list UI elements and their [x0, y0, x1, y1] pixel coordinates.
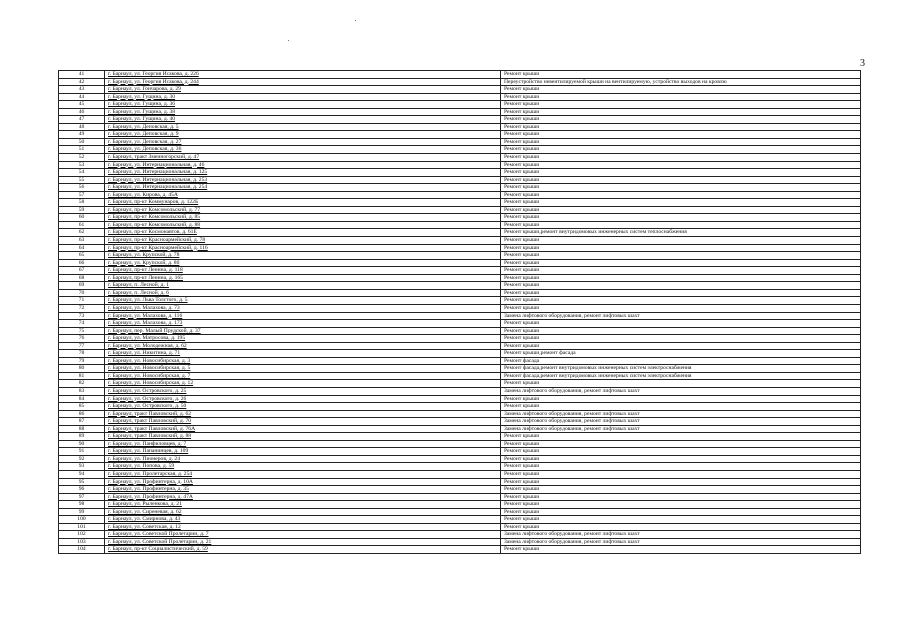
row-number: 44	[59, 93, 105, 101]
table-row	[59, 501, 861, 509]
work-type-cell: Ремонт крыши	[501, 440, 861, 448]
table-row	[59, 176, 861, 184]
address-cell: г. Барнаул, ул. Пролетарская, д. 254	[105, 470, 501, 478]
work-type-cell: Ремонт крыши	[501, 282, 861, 290]
work-type-cell: Замена лифтового оборудования, ремонт лифтовых шахт	[501, 312, 861, 320]
work-type-cell: Замена лифтового оборудования, ремонт лифтовых шахт	[501, 418, 861, 426]
table-row	[59, 523, 861, 531]
address-cell: г. Барнаул, ул. Советской Пролетарии, д. 7	[105, 531, 501, 539]
table-row	[59, 350, 861, 358]
row-number: 86	[59, 410, 105, 418]
table-row	[59, 463, 861, 471]
table-row	[59, 297, 861, 305]
work-type-cell: Ремонт крыши	[501, 304, 861, 312]
work-type-cell: Ремонт крыши	[501, 214, 861, 222]
row-number: 96	[59, 486, 105, 494]
table-row	[59, 206, 861, 214]
work-type-cell: Ремонт крыши	[501, 252, 861, 260]
address-cell: г. Барнаул, пр-кт Комсомольский, д. 85	[105, 214, 501, 222]
work-type-cell: Ремонт крыши	[501, 508, 861, 516]
address-cell: г. Барнаул, ул. Сиреневая, д. 62	[105, 508, 501, 516]
table-row	[59, 478, 861, 486]
row-number: 81	[59, 372, 105, 380]
address-cell: г. Барнаул, ул. Попова, д. 59	[105, 463, 501, 471]
row-number: 88	[59, 425, 105, 433]
table-row	[59, 108, 861, 116]
table-row	[59, 440, 861, 448]
row-number: 103	[59, 538, 105, 546]
row-number: 73	[59, 312, 105, 320]
table-row	[59, 274, 861, 282]
address-cell: г. Барнаул, ул. Пионеров, д. 24	[105, 455, 501, 463]
address-cell: г. Барнаул, ул. Деповская, д. 27	[105, 138, 501, 146]
row-number: 67	[59, 267, 105, 275]
table-row	[59, 184, 861, 192]
row-number: 56	[59, 184, 105, 192]
work-type-cell: Ремонт крыши	[501, 455, 861, 463]
row-number: 62	[59, 229, 105, 237]
table-row	[59, 191, 861, 199]
row-number: 46	[59, 108, 105, 116]
work-type-cell: Ремонт крыши	[501, 335, 861, 343]
table-row	[59, 516, 861, 524]
address-cell: г. Барнаул, пр-кт Коммунаров, д. 122Б	[105, 199, 501, 207]
work-type-cell: Ремонт крыши	[501, 108, 861, 116]
address-cell: г. Барнаул, ул. Островского, д. 50	[105, 403, 501, 411]
address-cell: г. Барнаул, ул. Интернациональная, д. 125	[105, 169, 501, 177]
address-cell: г. Барнаул, ул. Георгия Исакова, д. 244	[105, 78, 501, 86]
row-number: 64	[59, 244, 105, 252]
address-cell: г. Барнаул, ул. Рыленкова, д. 21	[105, 501, 501, 509]
work-type-cell: Ремонт крыши	[501, 297, 861, 305]
work-type-cell: Ремонт крыши	[501, 184, 861, 192]
row-number: 68	[59, 274, 105, 282]
address-cell: г. Барнаул, ул. Льва Толстого, д. 5	[105, 297, 501, 305]
row-number: 93	[59, 463, 105, 471]
row-number: 58	[59, 199, 105, 207]
row-number: 99	[59, 508, 105, 516]
table-row	[59, 372, 861, 380]
row-number: 91	[59, 448, 105, 456]
work-type-cell: Ремонт крыши	[501, 546, 861, 554]
work-type-cell: Ремонт крыши	[501, 176, 861, 184]
address-cell: г. Барнаул, ул. Интернациональная, д. 254	[105, 184, 501, 192]
table-row	[59, 237, 861, 245]
work-type-cell: Ремонт крыши	[501, 116, 861, 124]
table-row	[59, 101, 861, 109]
address-cell: г. Барнаул, тракт Павловский, д. 76А	[105, 425, 501, 433]
table-row	[59, 282, 861, 290]
row-number: 50	[59, 138, 105, 146]
address-cell: г. Барнаул, ул. Гончарова, д. 29	[105, 86, 501, 94]
table-row	[59, 199, 861, 207]
table-row	[59, 448, 861, 456]
row-number: 102	[59, 531, 105, 539]
address-cell: г. Барнаул, ул. Деповская, д. 36	[105, 146, 501, 154]
row-number: 45	[59, 101, 105, 109]
work-type-cell: Ремонт фасада,ремонт внутридомовых инженерных систем электроснабжения	[501, 372, 861, 380]
work-type-cell: Ремонт крыши	[501, 123, 861, 131]
address-cell: г. Барнаул, ул. Профинтерна, д. 35	[105, 486, 501, 494]
address-cell: г. Барнаул, ул. Островского, д. 25	[105, 387, 501, 395]
address-cell: г. Барнаул, тракт Павловский, д. 88	[105, 433, 501, 441]
row-number: 77	[59, 342, 105, 350]
address-cell: г. Барнаул, ул. Никитина, д. 71	[105, 350, 501, 358]
address-cell: г. Барнаул, ул. Малахова, д. 73	[105, 304, 501, 312]
table-row	[59, 395, 861, 403]
table-row	[59, 289, 861, 297]
work-type-cell: Ремонт крыши	[501, 380, 861, 388]
address-cell: г. Барнаул, ул. Малахова, д. 173	[105, 320, 501, 328]
address-cell: г. Барнаул, ул. Гущина, д. 40	[105, 116, 501, 124]
work-type-cell: Ремонт крыши	[501, 154, 861, 162]
row-number: 80	[59, 365, 105, 373]
table-row	[59, 169, 861, 177]
address-cell: г. Барнаул, ул. Молодежная, д. 62	[105, 342, 501, 350]
row-number: 79	[59, 357, 105, 365]
table-row	[59, 214, 861, 222]
table-row	[59, 342, 861, 350]
row-number: 84	[59, 395, 105, 403]
address-cell: г. Барнаул, ул. Советской Пролетарии, д. 21	[105, 538, 501, 546]
work-type-cell: Замена лифтового оборудования, ремонт лифтовых шахт	[501, 425, 861, 433]
work-type-cell: Ремонт крыши	[501, 403, 861, 411]
table-row	[59, 365, 861, 373]
row-number: 97	[59, 493, 105, 501]
address-cell: г. Барнаул, тракт Павловский, д. 70	[105, 418, 501, 426]
table-row	[59, 78, 861, 86]
table-row	[59, 304, 861, 312]
address-cell: г. Барнаул, пр-кт Комсомольский, д. 77	[105, 206, 501, 214]
row-number: 41	[59, 71, 105, 79]
address-cell: г. Барнаул, ул. Кирова, д. 45А	[105, 191, 501, 199]
work-type-cell: Ремонт крыши	[501, 131, 861, 139]
table-row	[59, 538, 861, 546]
address-cell: г. Барнаул, ул. Гущина, д. 30	[105, 93, 501, 101]
table-row	[59, 116, 861, 124]
row-number: 82	[59, 380, 105, 388]
address-cell: г. Барнаул, пр-кт Красноармейский, д. 116	[105, 244, 501, 252]
row-number: 59	[59, 206, 105, 214]
address-cell: г. Барнаул, пр-кт Ленина, д. 165	[105, 274, 501, 282]
row-number: 75	[59, 327, 105, 335]
work-type-cell: Ремонт крыши	[501, 86, 861, 94]
table-row	[59, 161, 861, 169]
table-row	[59, 357, 861, 365]
address-cell: г. Барнаул, пр-кт Космонавтов, д. 61Е	[105, 229, 501, 237]
row-number: 90	[59, 440, 105, 448]
row-number: 78	[59, 350, 105, 358]
row-number: 66	[59, 259, 105, 267]
address-cell: г. Барнаул, пер. Малый Прудской, д. 37	[105, 327, 501, 335]
work-type-cell: Ремонт крыши	[501, 274, 861, 282]
work-type-cell: Ремонт крыши	[501, 146, 861, 154]
address-cell: г. Барнаул, п. Лесной, д. 1	[105, 282, 501, 290]
address-cell: г. Барнаул, ул. Гущина, д. 38	[105, 108, 501, 116]
row-number: 89	[59, 433, 105, 441]
work-type-cell: Замена лифтового оборудования, ремонт лифтовых шахт	[501, 538, 861, 546]
work-type-cell: Ремонт крыши	[501, 161, 861, 169]
table-row	[59, 531, 861, 539]
row-number: 76	[59, 335, 105, 343]
row-number: 85	[59, 403, 105, 411]
address-cell: г. Барнаул, ул. Георгия Исакова, д. 226	[105, 71, 501, 79]
table-row	[59, 508, 861, 516]
row-number: 63	[59, 237, 105, 245]
row-number: 72	[59, 304, 105, 312]
work-type-cell: Ремонт крыши	[501, 327, 861, 335]
work-type-cell: Ремонт крыши	[501, 93, 861, 101]
work-type-cell: Ремонт крыши	[501, 237, 861, 245]
address-cell: г. Барнаул, тракт Павловский, д. 62	[105, 410, 501, 418]
row-number: 57	[59, 191, 105, 199]
work-type-cell: Ремонт крыши	[501, 191, 861, 199]
row-number: 48	[59, 123, 105, 131]
row-number: 101	[59, 523, 105, 531]
table-row	[59, 93, 861, 101]
address-cell: г. Барнаул, ул. Профинтерна, д. 47А	[105, 493, 501, 501]
row-number: 54	[59, 169, 105, 177]
address-cell: г. Барнаул, п. Лесной, д. 6	[105, 289, 501, 297]
works-table-body	[59, 71, 861, 554]
table-row	[59, 425, 861, 433]
work-type-cell: Ремонт крыши	[501, 448, 861, 456]
work-type-cell: Ремонт крыши	[501, 523, 861, 531]
row-number: 100	[59, 516, 105, 524]
address-cell: г. Барнаул, ул. Интернациональная, д. 253	[105, 176, 501, 184]
table-row	[59, 418, 861, 426]
work-type-cell: Ремонт крыши	[501, 501, 861, 509]
row-number: 74	[59, 320, 105, 328]
address-cell: г. Барнаул, ул. Крупской, д. 80	[105, 259, 501, 267]
address-cell: г. Барнаул, пр-кт Социалистический, д. 59	[105, 546, 501, 554]
table-row	[59, 221, 861, 229]
work-type-cell: Ремонт крыши	[501, 433, 861, 441]
address-cell: г. Барнаул, ул. Интернациональная, д. 46	[105, 161, 501, 169]
table-row	[59, 267, 861, 275]
table-row	[59, 493, 861, 501]
work-type-cell: Ремонт крыши	[501, 478, 861, 486]
row-number: 52	[59, 154, 105, 162]
row-number: 87	[59, 418, 105, 426]
table-row	[59, 486, 861, 494]
row-number: 60	[59, 214, 105, 222]
row-number: 47	[59, 116, 105, 124]
row-number: 69	[59, 282, 105, 290]
table-row	[59, 380, 861, 388]
work-type-cell: Ремонт крыши	[501, 267, 861, 275]
address-cell: г. Барнаул, ул. Новосибирская, д. 3	[105, 357, 501, 365]
table-row	[59, 252, 861, 260]
table-row	[59, 335, 861, 343]
row-number: 42	[59, 78, 105, 86]
address-cell: г. Барнаул, ул. Панфиловцев, д. 7	[105, 440, 501, 448]
table-row	[59, 229, 861, 237]
work-type-cell: Ремонт крыши	[501, 486, 861, 494]
row-number: 83	[59, 387, 105, 395]
address-cell: г. Барнаул, ул. Новосибирская, д. 5	[105, 365, 501, 373]
table-row	[59, 146, 861, 154]
table-row	[59, 154, 861, 162]
work-type-cell: Ремонт крыши	[501, 463, 861, 471]
work-type-cell: Ремонт крыши	[501, 320, 861, 328]
table-row	[59, 138, 861, 146]
scan-speck	[355, 20, 356, 21]
row-number: 55	[59, 176, 105, 184]
work-type-cell: Ремонт крыши	[501, 395, 861, 403]
work-type-cell: Ремонт крыши	[501, 138, 861, 146]
work-type-cell: Ремонт крыши	[501, 221, 861, 229]
table-row	[59, 410, 861, 418]
work-type-cell: Замена лифтового оборудования, ремонт лифтовых шахт	[501, 387, 861, 395]
address-cell: г. Барнаул, ул. Профинтерна, д. 10А	[105, 478, 501, 486]
work-type-cell: Ремонт крыши	[501, 493, 861, 501]
table-row	[59, 131, 861, 139]
work-type-cell: Ремонт крыши	[501, 259, 861, 267]
table-row	[59, 259, 861, 267]
row-number: 71	[59, 297, 105, 305]
address-cell: г. Барнаул, ул. Крупской, д. 78	[105, 252, 501, 260]
scan-speck	[288, 40, 289, 41]
work-type-cell: Замена лифтового оборудования, ремонт лифтовых шахт	[501, 531, 861, 539]
row-number: 65	[59, 252, 105, 260]
work-type-cell: Ремонт крыши,ремонт внутридомовых инженерных систем теплоснабжения	[501, 229, 861, 237]
row-number: 43	[59, 86, 105, 94]
address-cell: г. Барнаул, ул. Малахова, д. 116	[105, 312, 501, 320]
table-row	[59, 433, 861, 441]
work-type-cell: Ремонт крыши,ремонт фасада	[501, 350, 861, 358]
address-cell: г. Барнаул, ул. Советская, д. 12	[105, 523, 501, 531]
works-table	[58, 70, 861, 554]
row-number: 51	[59, 146, 105, 154]
table-row	[59, 470, 861, 478]
row-number: 104	[59, 546, 105, 554]
work-type-cell: Ремонт крыши	[501, 516, 861, 524]
row-number: 49	[59, 131, 105, 139]
row-number: 95	[59, 478, 105, 486]
table-row	[59, 312, 861, 320]
row-number: 94	[59, 470, 105, 478]
address-cell: г. Барнаул, пр-кт Ленина, д. 118	[105, 267, 501, 275]
address-cell: г. Барнаул, ул. Новосибирская, д. 7	[105, 372, 501, 380]
work-type-cell: Ремонт крыши	[501, 71, 861, 79]
address-cell: г. Барнаул, ул. Смирнова, д. 43	[105, 516, 501, 524]
table-row	[59, 546, 861, 554]
work-type-cell: Ремонт крыши	[501, 169, 861, 177]
address-cell: г. Барнаул, ул. Папанинцев, д. 109	[105, 448, 501, 456]
work-type-cell: Ремонт крыши	[501, 470, 861, 478]
work-type-cell: Ремонт крыши	[501, 244, 861, 252]
address-cell: г. Барнаул, тракт Змеиногорский, д. 47	[105, 154, 501, 162]
table-row	[59, 71, 861, 79]
work-type-cell: Ремонт фасада	[501, 357, 861, 365]
table-row	[59, 86, 861, 94]
work-type-cell: Ремонт крыши	[501, 206, 861, 214]
work-type-cell: Ремонт крыши	[501, 199, 861, 207]
work-type-cell: Ремонт крыши	[501, 101, 861, 109]
work-type-cell: Ремонт крыши	[501, 289, 861, 297]
table-row	[59, 320, 861, 328]
row-number: 92	[59, 455, 105, 463]
table-row	[59, 327, 861, 335]
address-cell: г. Барнаул, ул. Гущина, д. 36	[105, 101, 501, 109]
address-cell: г. Барнаул, ул. Деповская, д. 5	[105, 123, 501, 131]
table-row	[59, 123, 861, 131]
address-cell: г. Барнаул, пр-кт Комсомольский, д. 88	[105, 221, 501, 229]
row-number: 61	[59, 221, 105, 229]
work-type-cell: Ремонт фасада,ремонт внутридомовых инженерных систем электроснабжения	[501, 365, 861, 373]
row-number: 53	[59, 161, 105, 169]
address-cell: г. Барнаул, ул. Островского, д. 26	[105, 395, 501, 403]
page-number: 3	[860, 58, 865, 69]
address-cell: г. Барнаул, ул. Новосибирская, д. 12	[105, 380, 501, 388]
row-number: 70	[59, 289, 105, 297]
table-row	[59, 387, 861, 395]
table-row	[59, 455, 861, 463]
table-row	[59, 403, 861, 411]
table-row	[59, 244, 861, 252]
work-type-cell: Ремонт крыши	[501, 342, 861, 350]
work-type-cell: Замена лифтового оборудования, ремонт лифтовых шахт	[501, 410, 861, 418]
work-type-cell: Переустройство невентилируемой крыши на вентилируемую, устройство выходов на кровлю	[501, 78, 861, 86]
address-cell: г. Барнаул, ул. Матросова, д. 195	[105, 335, 501, 343]
address-cell: г. Барнаул, ул. Деповская, д. 9	[105, 131, 501, 139]
address-cell: г. Барнаул, пр-кт Красноармейский, д. 78	[105, 237, 501, 245]
row-number: 98	[59, 501, 105, 509]
